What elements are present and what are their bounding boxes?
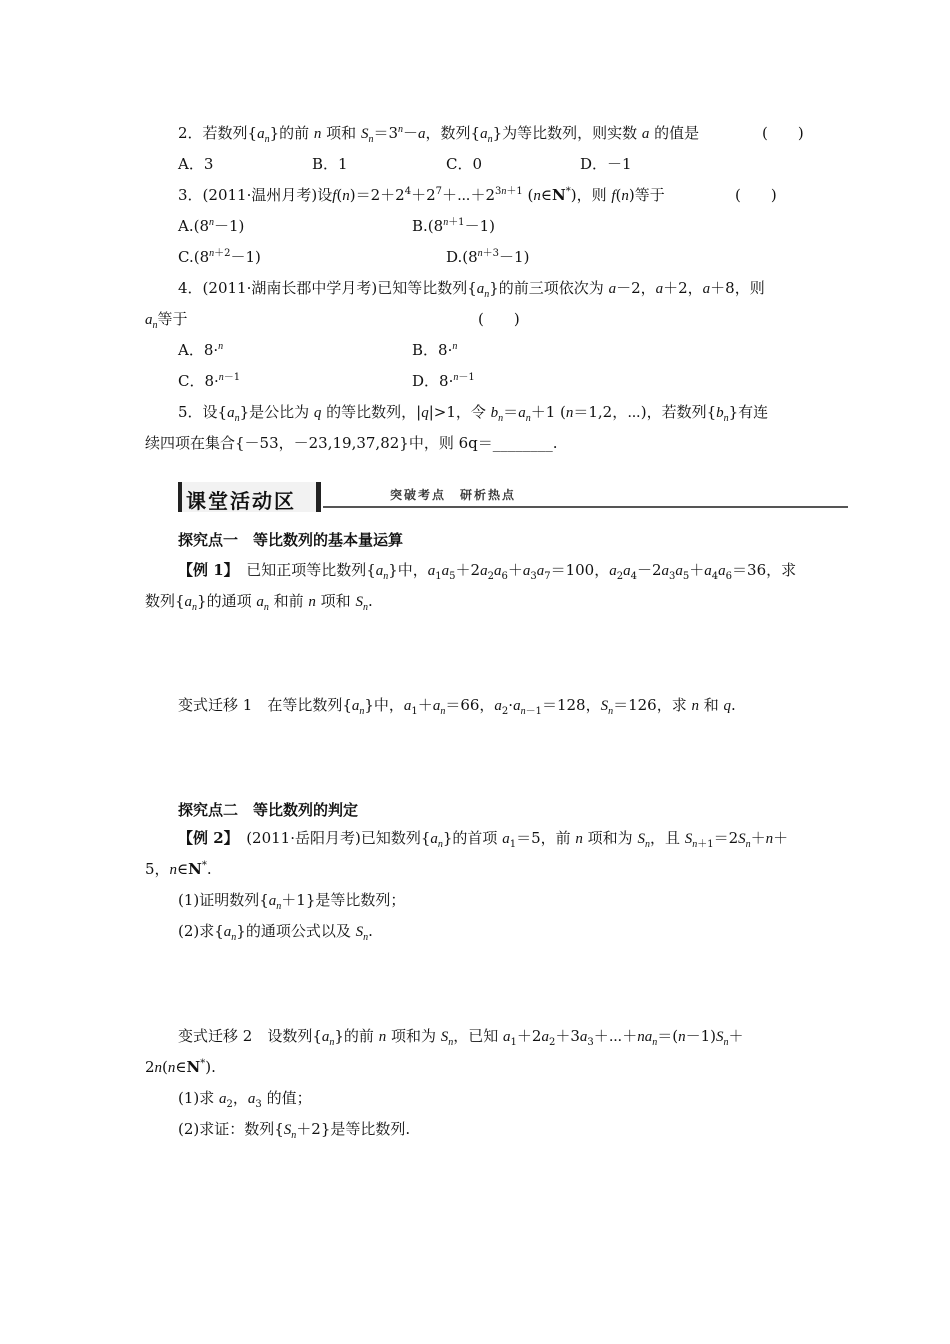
- variant-2-part-1: (1)求 $a_2$，$a_3$ 的值；: [178, 1089, 312, 1110]
- example-2-lead: (2011·岳阳月考)已知数列{: [246, 829, 431, 847]
- q2-option-b: B．1: [312, 155, 348, 173]
- variant-2-part-2: (2)求证：数列$\{S_n+2\}$是等比数列.: [178, 1120, 411, 1141]
- variant-2-line2: 2n(n∈N*).: [145, 1058, 216, 1076]
- q4-option-b-label: B．8·: [412, 341, 453, 359]
- q3-option-c: $C.(8^{n+2}-1)$: [178, 248, 261, 266]
- q3-option-b: $B.(8^{n+1}-1)$: [412, 217, 495, 235]
- q4-answer-paren: ( ): [478, 310, 520, 328]
- q2-option-d: D．－1: [580, 155, 632, 173]
- section-banner: [178, 482, 848, 516]
- example-1-line2: 数列$\{a_n\}$的通项 $a_n$ 和前 n 项和 $S_n$.: [145, 592, 373, 613]
- example-2-part-2: (2)求$\{a_n\}$的通项公式以及 $S_n$.: [178, 922, 373, 943]
- q3-option-a: $A.(8^n-1)$: [178, 217, 245, 235]
- section-2-title: 探究点二 等比数列的判定: [178, 801, 359, 819]
- q3-option-d: $D.(8^{n+3}-1)$: [446, 248, 530, 266]
- q4-line2: 等于: [157, 310, 188, 328]
- q2-answer-paren: ( ): [762, 124, 804, 142]
- q4-option-d-label: D．8·: [412, 372, 454, 390]
- q4-option-b: B．8·$^n$: [412, 341, 458, 359]
- section-1-title: 探究点一 等比数列的基本量运算: [178, 531, 404, 549]
- q3-answer-paren: ( ): [735, 186, 777, 204]
- variant-2-label: 变式迁移 2: [178, 1027, 253, 1045]
- banner-subtitle: 突破考点 研析热点: [390, 488, 517, 502]
- q5-lead: 5．设{: [178, 403, 228, 421]
- variant-1-label: 变式迁移 1: [178, 696, 253, 714]
- banner-divider: [316, 482, 321, 512]
- variant-2-part-1-lead: (1)求: [178, 1089, 215, 1107]
- q2-lead: 2．若数列{: [178, 124, 258, 142]
- example-2-line2: 5，n∈N*.: [145, 860, 212, 878]
- q4-option-d: D．8·$^{n-1}$: [412, 372, 475, 390]
- question-4: 4．(2011·湖南长郡中学月考)已知等比数列$\{a_n\}$的前三项依次为 a－2，a＋2，a＋8，则: [178, 279, 765, 300]
- question-5-line2: 续四项在集合{－53，－23,19,37,82}中，则 6q＝________.: [145, 434, 558, 452]
- example-1: 【例 1】 已知正项等比数列$\{a_n\}$中，$a_1a_5+2a_2a_6+a_3a_7=100$，$a_2a_4-2a_3a_5+a_4a_6=36$，求: [178, 561, 797, 582]
- q4-lead: 4．(2011·湖南长郡中学月考)已知等比数列{: [178, 279, 477, 297]
- example-2-part-1: (1)证明数列$\{a_n+1\}$是等比数列；: [178, 891, 406, 912]
- q3-lead: 3．(2011·温州月考)设: [178, 186, 333, 204]
- question-5: 5．设$\{a_n\}$是公比为 q 的等比数列，|q|>1，令 $b_n=a_n+1$ (n＝1,2，⋯)，若数列$\{b_n\}$有连: [178, 403, 769, 424]
- example-2-label: 【例 2】: [178, 829, 232, 847]
- q4-option-c: C．8·$^{n-1}$: [178, 372, 241, 390]
- example-1-lead: 已知正项等比数列{: [246, 561, 376, 579]
- q4-option-a-label: A．8·: [178, 341, 219, 359]
- variant-2-lead: 设数列{: [267, 1027, 322, 1045]
- example-1-label: 【例 1】: [178, 561, 232, 579]
- q4-mid: }的前三项依次为: [489, 279, 604, 297]
- banner-title: 课堂活动区: [186, 489, 296, 513]
- example-2-part-1-lead: (1)证明数列{: [178, 891, 269, 909]
- banner-rule: [323, 506, 848, 508]
- q2-option-c: C．0: [446, 155, 483, 173]
- variant-1: 变式迁移 1 在等比数列$\{a_n\}$中，$a_1+a_n=66$，$a_2\cdot a_{n-1}=128$，$S_n=126$，求 n 和 q.: [178, 696, 736, 717]
- q4-option-a: A．8·$^n$: [178, 341, 224, 359]
- example-1-line2-lead: 数列{: [145, 592, 185, 610]
- q2-option-a: A．3: [178, 155, 214, 173]
- question-2: 2．若数列$\{a_n\}$的前 n 项和 $S_n=3^n-a$，数列$\{a_n\}$为等比数列，则实数 a 的值是: [178, 124, 700, 145]
- example-2-part-2-lead: (2)求{: [178, 922, 224, 940]
- example-2: 【例 2】 (2011·岳阳月考)已知数列$\{a_n\}$的首项 $a_1=5$，前 n 项和为 $S_n$，且 $S_{n+1}=2S_n+n+$: [178, 829, 789, 850]
- variant-2: 变式迁移 2 设数列$\{a_n\}$的前 n 项和为 $S_n$，已知 $a_1+2a_2+3a_3+\cdots+na_n=(n-1)S_n+$: [178, 1027, 744, 1048]
- question-4-line2: $a_n$等于: [145, 310, 188, 331]
- variant-1-lead: 在等比数列{: [267, 696, 352, 714]
- variant-2-part-2-lead: (2)求证：数列{: [178, 1120, 284, 1138]
- question-3: 3．(2011·温州月考)设$f(n)=2+2^4+2^7+\cdots+2^{3n+1}$ (n∈N*)，则 f(n)等于: [178, 186, 665, 204]
- q4-option-c-label: C．8·: [178, 372, 219, 390]
